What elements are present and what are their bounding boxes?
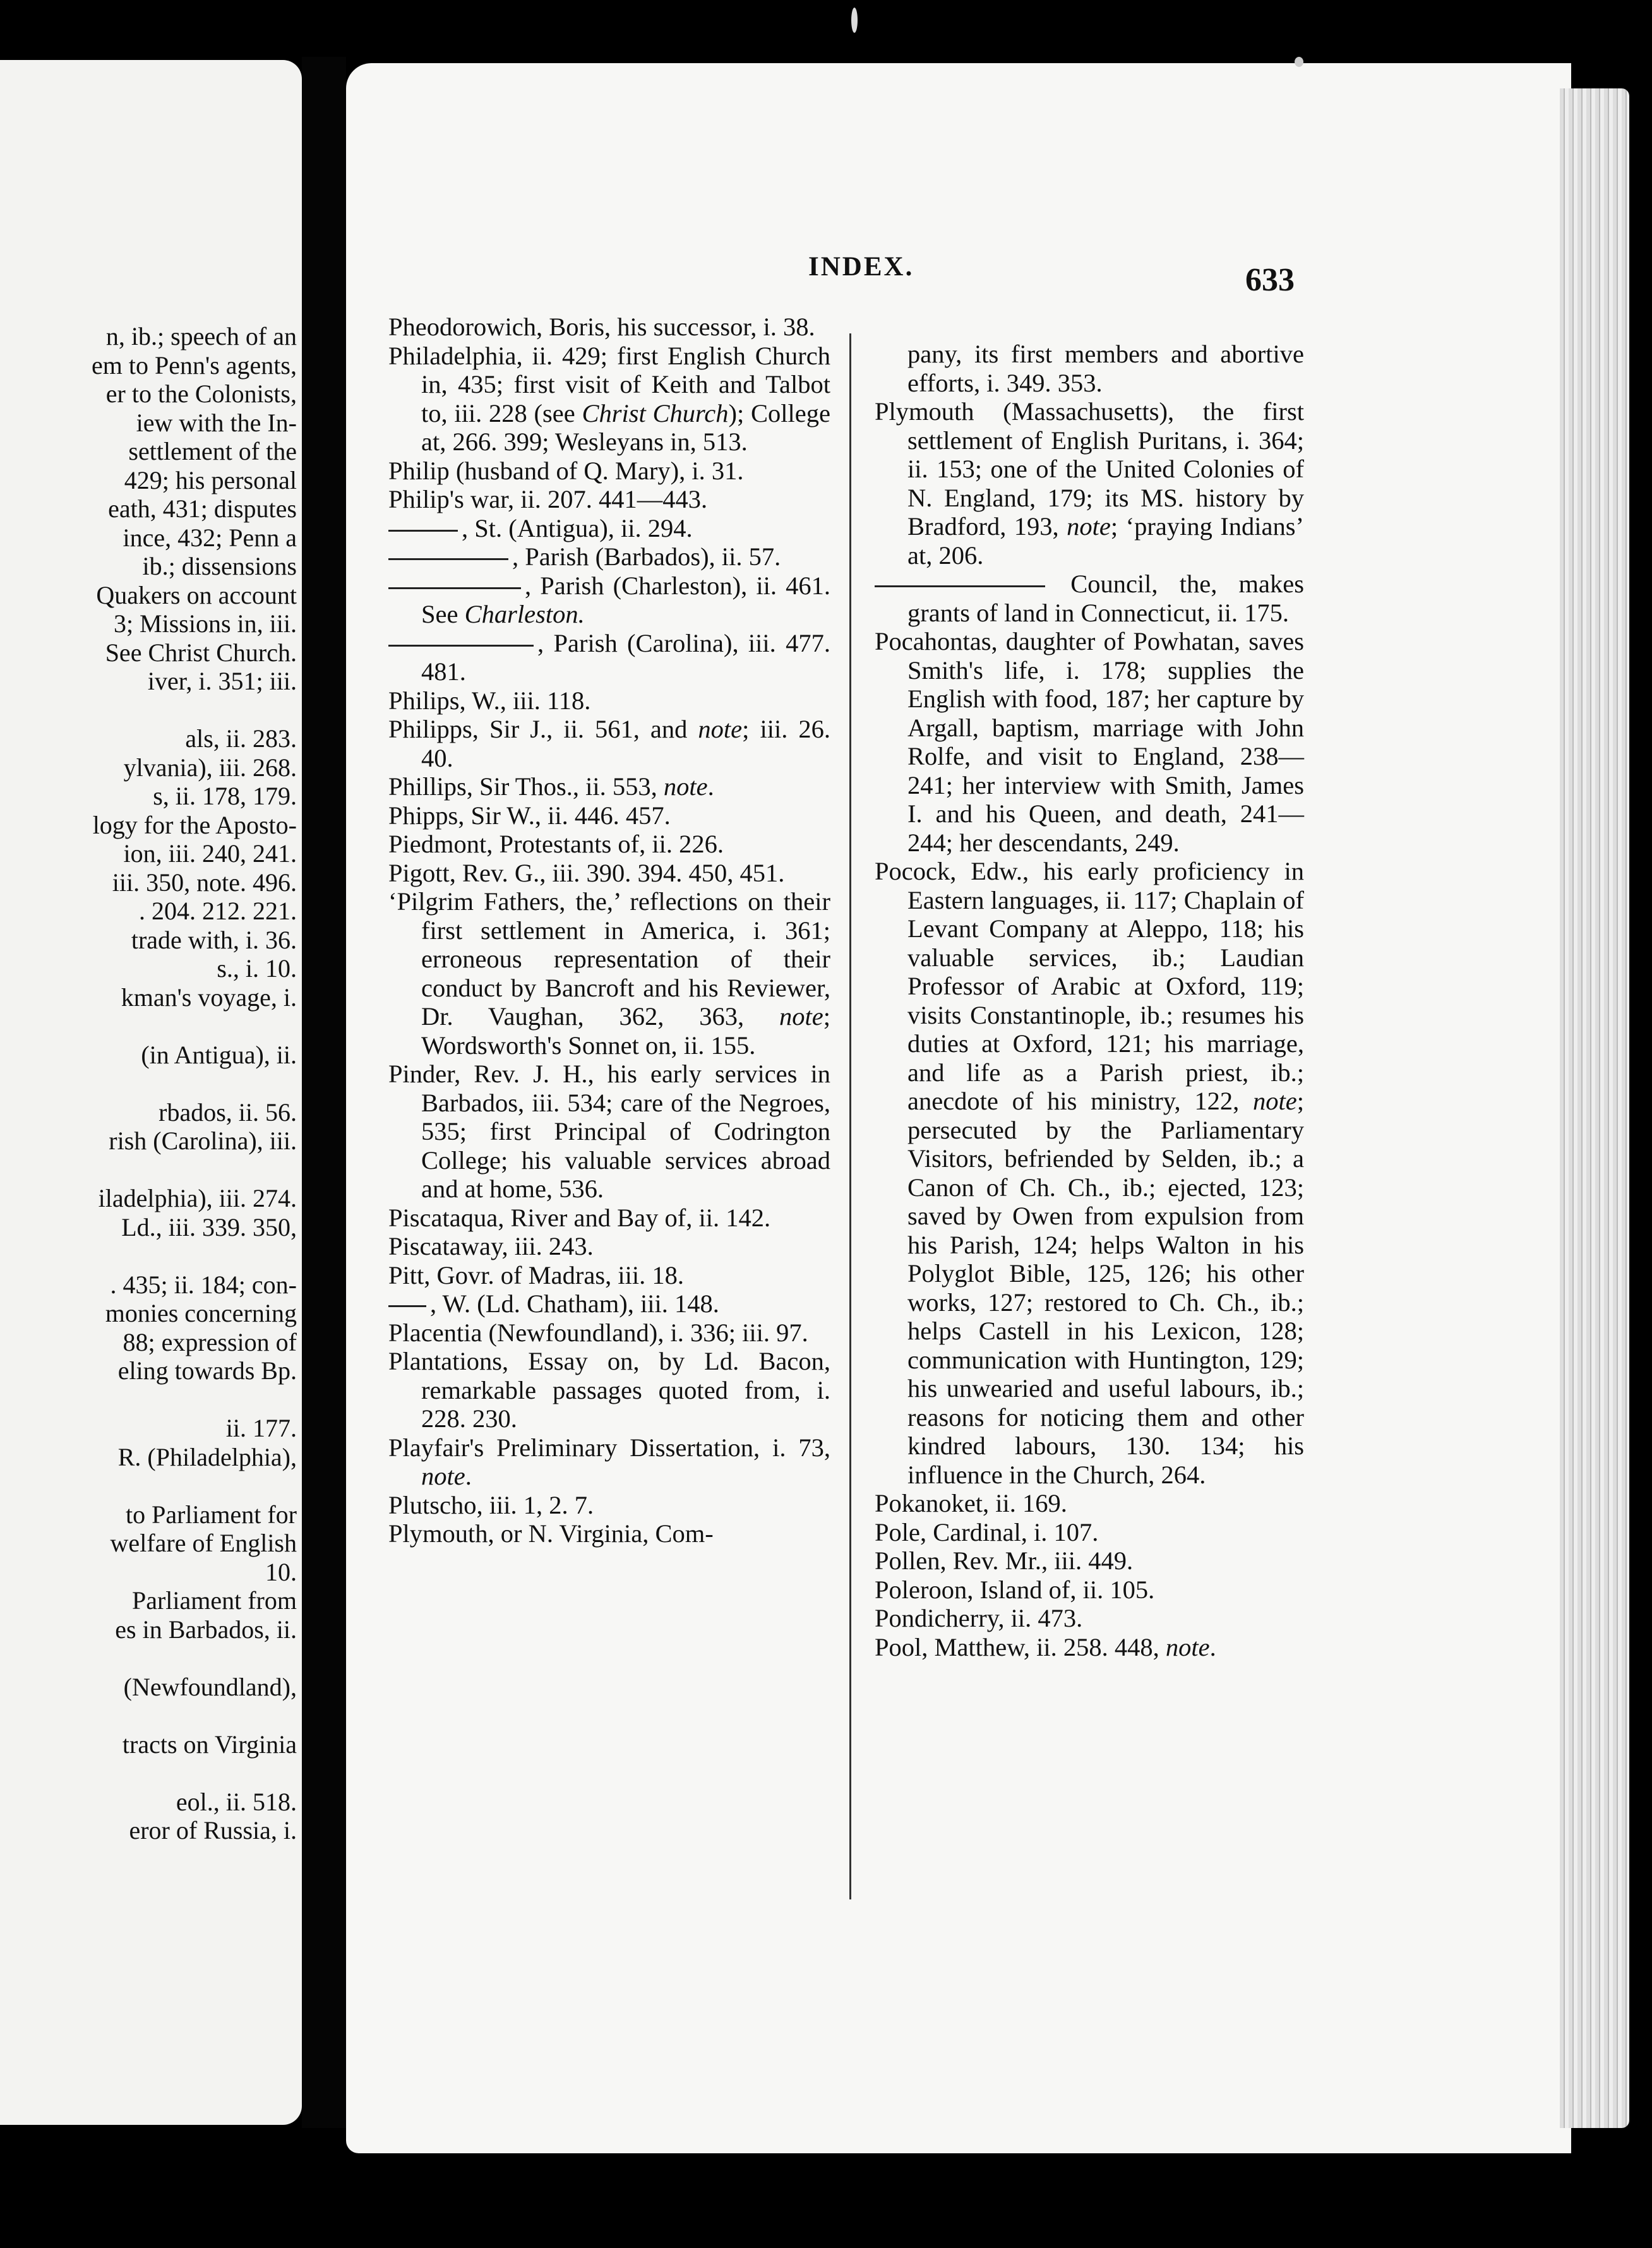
left-page-text xyxy=(0,322,297,1845)
index-entry xyxy=(388,686,830,715)
left-page-line: 88; expression of xyxy=(123,1327,297,1356)
index-entry xyxy=(388,1433,830,1491)
left-page-line: ion, iii. 240, 241. xyxy=(123,839,297,868)
left-page-line: eath, 431; disputes xyxy=(108,494,297,523)
index-entry-text: Plantations, Essay on, by Ld. Bacon, remarkable passages quoted from, i. 228. 230. xyxy=(388,1347,830,1433)
page-edges xyxy=(1560,88,1629,2128)
left-page-line: n, ib.; speech of an xyxy=(105,322,297,350)
left-page-line xyxy=(0,1644,297,1673)
index-entry xyxy=(388,830,830,859)
left-page-line: kman's voyage, i. xyxy=(121,983,297,1012)
left-page-line: iladelphia), iii. 274. xyxy=(98,1184,297,1212)
index-entry xyxy=(875,1604,1304,1633)
index-entry-text: Pocahontas, daughter of Powhatan, saves Smith's life, i. 178; supplies the English with food, 187; her capture by Argall, baptism, marriage with John Rolfe, and visit to England, 238—241; her interview with Smith, James I. and his Queen, and death, 241—244; her descendants, 249. xyxy=(875,627,1304,857)
index-entry-text: Plutscho, iii. 1, 2. 7. xyxy=(388,1490,594,1519)
left-page-line: settlement of the xyxy=(128,437,297,465)
left-page-line: monies concerning xyxy=(105,1299,297,1327)
index-entry xyxy=(388,1204,830,1233)
left-page-line: er to the Colonists, xyxy=(105,380,297,408)
left-page-line: R. (Philadelphia), xyxy=(117,1442,297,1471)
index-entry xyxy=(388,514,830,543)
index-entry-text: , St. (Antigua), ii. 294. xyxy=(462,513,693,542)
left-page-line: als, ii. 283. xyxy=(185,724,297,753)
left-page-line xyxy=(0,1069,297,1098)
index-entry-text: , Parish (Charleston), ii. 461. See Charleston. xyxy=(421,571,830,628)
left-page-line xyxy=(0,1241,297,1270)
left-page-line xyxy=(0,1385,297,1414)
index-entry-text: pany, its first members and abortive efforts, i. 349. 353. xyxy=(907,340,1304,397)
index-entry-text: Pollen, Rev. Mr., iii. 449. xyxy=(875,1546,1134,1575)
left-page-line: . 204. 212. 221. xyxy=(139,897,297,925)
left-page-line: logy for the Aposto- xyxy=(92,810,297,839)
left-page-line: 3; Missions in, iii. xyxy=(113,609,297,638)
index-entry xyxy=(875,397,1304,570)
left-page-line: 10. xyxy=(265,1557,297,1586)
index-entry xyxy=(388,1318,830,1348)
index-entry-text: Pitt, Govr. of Madras, iii. 18. xyxy=(388,1260,684,1289)
index-entry xyxy=(388,629,830,686)
left-page-line xyxy=(0,1759,297,1788)
left-page-line: ib.; dissensions xyxy=(142,552,297,580)
index-column-right xyxy=(875,340,1304,1661)
left-page-line: iii. 350, note. 496. xyxy=(112,868,297,897)
index-entry xyxy=(875,340,1304,397)
index-entry xyxy=(388,571,830,629)
index-entry xyxy=(388,887,830,1060)
index-entry-text: Phipps, Sir W., ii. 446. 457. xyxy=(388,801,671,830)
index-column-left xyxy=(388,313,830,1548)
index-entry-text: Pondicherry, ii. 473. xyxy=(875,1604,1083,1632)
left-page-line: eol., ii. 518. xyxy=(176,1787,297,1816)
index-entry xyxy=(875,1633,1304,1662)
left-page-line: Quakers on account xyxy=(96,580,297,609)
index-entry-text: Philip (husband of Q. Mary), i. 31. xyxy=(388,456,744,485)
left-page-line: rish (Carolina), iii. xyxy=(109,1127,297,1155)
index-entry-text: Plymouth (Massachusetts), the first settlement of English Puritans, i. 364; ii. 153; one of the United Colonies of N. England, 179; its MS. history by Bradford, 193, note; ‘praying Indians’ at, 206. xyxy=(875,397,1305,570)
index-entry xyxy=(388,801,830,830)
index-entry-text: Pocock, Edw., his early proficiency in Eastern languages, ii. 117; Chaplain of Levant Company at Aleppo, 118; his valuable services, ib.; Laudian Professor of Arabic at Oxford, 119; visits Constantinople, ib.; resumes his duties at Oxford, 121; his marriage, and life as a Parish priest, ib.; anecdote of his ministry, 122, note; persecuted by the Parliamentary Visitors, befriended by Selden, ib.; a Canon of Ch. Ch., ib.; ejected, 123; saved by Owen from expulsion from his Parish, 124; helps Walton in his Polyglot Bible, 125, 126; his other works, 127; restored to Ch. Ch., ib.; helps Castell in his Lexicon, 128; communication with Huntington, 129; his unwearied and useful labours, ib.; reasons for noticing them and other kindred labours, 130. 134; his influence in the Church, 264. xyxy=(875,857,1304,1489)
ditto-dash xyxy=(388,558,508,560)
left-page-line: Ld., iii. 339. 350, xyxy=(121,1212,297,1241)
index-entry-text: Council, the, makes grants of land in Connecticut, ii. 175. xyxy=(907,570,1304,627)
left-page-line xyxy=(0,1471,297,1500)
index-entry-text: Placentia (Newfoundland), i. 336; iii. 97. xyxy=(388,1318,808,1347)
index-entry xyxy=(388,1519,830,1548)
ditto-dash xyxy=(388,1305,426,1307)
index-entry-text: Philipps, Sir J., ii. 561, and note; iii. 26. 40. xyxy=(388,715,830,772)
index-entry-text: Pole, Cardinal, i. 107. xyxy=(875,1517,1099,1546)
index-entry-text: , Parish (Carolina), iii. 477. 481. xyxy=(421,628,830,686)
index-entry-text: Poleroon, Island of, ii. 105. xyxy=(875,1575,1155,1604)
index-entry xyxy=(875,857,1304,1489)
left-page-line: ince, 432; Penn a xyxy=(123,523,297,552)
left-page-line: rbados, ii. 56. xyxy=(159,1097,297,1127)
index-entry xyxy=(875,1575,1304,1605)
index-entry-text: Pokanoket, ii. 169. xyxy=(875,1489,1067,1517)
left-page-line xyxy=(0,1156,297,1185)
index-entry xyxy=(388,1347,830,1433)
page-number: 633 xyxy=(1245,262,1295,298)
index-entry xyxy=(388,1232,830,1261)
left-page-line xyxy=(0,1012,297,1041)
left-page-line: s., i. 10. xyxy=(217,954,297,983)
left-page-line: to Parliament for xyxy=(125,1500,297,1529)
index-entry xyxy=(388,715,830,772)
index-entry-text: , Parish (Barbados), ii. 57. xyxy=(512,542,781,571)
index-entry xyxy=(388,342,830,457)
left-page-line: welfare of English xyxy=(110,1529,297,1557)
ditto-dash xyxy=(388,530,458,532)
index-entry-text: Pheodorowich, Boris, his successor, i. 38. xyxy=(388,313,815,341)
left-page-line: iew with the In- xyxy=(136,408,297,437)
index-entry-text: , W. (Ld. Chatham), iii. 148. xyxy=(430,1289,719,1318)
left-page-line: eling towards Bp. xyxy=(117,1356,297,1385)
left-page-line: iver, i. 351; iii. xyxy=(147,667,297,695)
index-entry xyxy=(388,1491,830,1520)
index-entry xyxy=(875,627,1304,857)
left-page-line: 429; his personal xyxy=(124,465,297,494)
index-entry xyxy=(388,772,830,801)
index-entry-text: Pigott, Rev. G., iii. 390. 394. 450, 451. xyxy=(388,858,785,887)
left-page-line: ylvania), iii. 268. xyxy=(123,753,297,782)
index-entry xyxy=(875,1546,1304,1575)
left-page-line xyxy=(0,696,297,725)
index-entry-text: Philips, W., iii. 118. xyxy=(388,686,591,715)
left-page-line: (in Antigua), ii. xyxy=(141,1040,297,1069)
left-page-line: . 435; ii. 184; con- xyxy=(110,1270,297,1299)
column-divider xyxy=(849,333,851,1899)
left-page-line: ii. 177. xyxy=(225,1414,297,1442)
index-entry-text: Philadelphia, ii. 429; first English Church in, 435; first visit of Keith and Talbot to, iii. 228 (see Christ Church); College at, 266. 399; Wesleyans in, 513. xyxy=(388,341,830,456)
left-page-line: es in Barbados, ii. xyxy=(115,1615,297,1644)
left-page-line: em to Penn's agents, xyxy=(92,350,297,380)
index-entry xyxy=(388,1289,830,1318)
left-page-line: Parliament from xyxy=(131,1586,297,1615)
ditto-dash xyxy=(388,645,534,647)
left-page-line: eror of Russia, i. xyxy=(129,1816,297,1844)
book-spine xyxy=(302,57,346,2128)
index-entry-text: Piscataway, iii. 243. xyxy=(388,1232,594,1260)
index-entry xyxy=(388,1060,830,1204)
index-entry-text: Pool, Matthew, ii. 258. 448, note. xyxy=(875,1632,1216,1661)
left-page-line: (Newfoundland), xyxy=(123,1672,297,1701)
ditto-dash xyxy=(875,585,1045,587)
index-entry xyxy=(388,1261,830,1290)
left-page xyxy=(0,60,302,2125)
running-header: INDEX. xyxy=(808,252,914,282)
left-page-line: See Christ Church. xyxy=(105,638,297,667)
index-entry xyxy=(875,1518,1304,1547)
left-page-line xyxy=(0,1701,297,1730)
left-page-line: tracts on Virginia xyxy=(122,1730,297,1759)
left-page-line: trade with, i. 36. xyxy=(131,925,297,954)
index-entry xyxy=(388,457,830,486)
index-entry-text: Piscataqua, River and Bay of, ii. 142. xyxy=(388,1203,771,1232)
ditto-dash xyxy=(388,587,521,589)
index-entry-text: Philip's war, ii. 207. 441—443. xyxy=(388,485,708,513)
index-entry-text: Phillips, Sir Thos., ii. 553, note. xyxy=(388,772,714,801)
index-entry xyxy=(388,859,830,888)
index-entry xyxy=(388,542,830,571)
index-entry-text: Plymouth, or N. Virginia, Com- xyxy=(388,1519,714,1548)
index-entry-text: Piedmont, Protestants of, ii. 226. xyxy=(388,830,724,858)
index-entry-text: Pinder, Rev. J. H., his early services in Barbados, iii. 534; care of the Negroes, 535; first Principal of Codrington College; his valuable services abroad and at home, 536. xyxy=(388,1060,830,1203)
index-entry xyxy=(388,313,830,342)
index-entry xyxy=(875,570,1304,627)
index-entry xyxy=(388,485,830,514)
index-entry xyxy=(875,1489,1304,1518)
index-entry-text: ‘Pilgrim Fathers, the,’ reflections on their first settlement in America, i. 361; erroneous representation of their conduct by Bancroft and his Reviewer, Dr. Vaughan, 362, 363, note; Wordsworth's Sonnet on, ii. 155. xyxy=(388,887,830,1060)
left-page-line: s, ii. 178, 179. xyxy=(153,782,297,810)
index-entry-text: Playfair's Preliminary Dissertation, i. 73, note. xyxy=(388,1433,830,1490)
